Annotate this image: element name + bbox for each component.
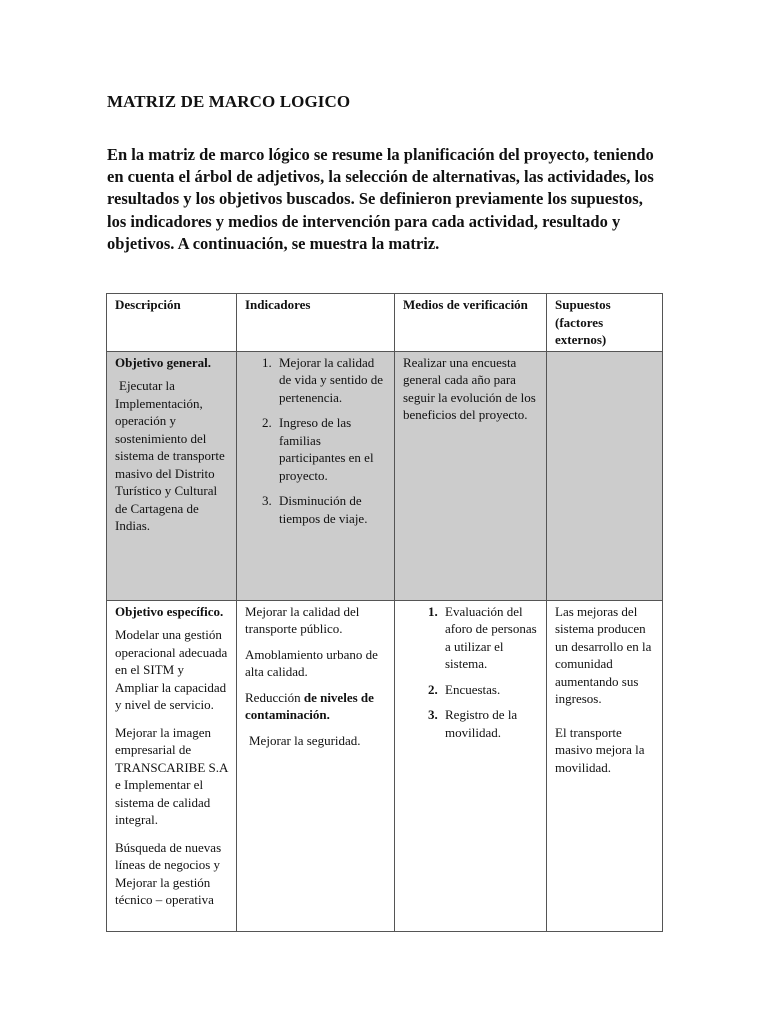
general-indicators-list [245, 354, 387, 528]
specific-verification-list [403, 603, 539, 742]
specific-assumption: Las mejoras del sistema producen un desarrollo en la comunidad aumentando sus ingresos. [555, 603, 652, 706]
specific-objective-paragraph: Modelar una gestión operacional adecuada en el SITM y Ampliar la capacidad y nivel de servicio. [115, 627, 228, 712]
general-verification-cell [395, 351, 547, 600]
specific-objective-paragraph: Búsqueda de nuevas líneas de negocios y Mejorar la gestión técnico – operativa [115, 839, 222, 907]
list-item: 2. Encuestas. [441, 681, 539, 699]
list-item: 3. Disminución de tiempos de viaje. [275, 492, 387, 527]
intro-paragraph: En la matriz de marco lógico se resume la planificación del proyecto, teniendo en cuenta el árbol de adjetivos, la selección de alternativas, las actividades, los resultados y los objetivos buscados. Se definieron previamente los supuestos, los indicadores y medios de intervención para cada actividad, resultado y objetivos. A continuación, se muestra la matriz. [107, 145, 654, 253]
specific-objective-paragraph: Mejorar la imagen empresarial de TRANSCARIBE S.A e Implementar el sistema de calidad integral. [115, 724, 228, 827]
specific-indicator: Mejorar la seguridad. [249, 732, 361, 748]
specific-indicator [245, 689, 387, 724]
general-assumptions-cell [547, 351, 663, 600]
table-row-objetivo-especifico [107, 600, 663, 931]
general-objective-text: Ejecutar la Implementación, operación y sostenimiento del sistema de transporte masivo del Distrito Turístico y Cultural de Cartagena de Indias. [115, 378, 225, 533]
specific-description-cell [107, 600, 237, 931]
table-row-objetivo-general [107, 351, 663, 600]
header-medios-verificacion: Medios de verificación [395, 294, 547, 352]
general-objective-heading: Objetivo general. [115, 354, 212, 370]
specific-assumption: El transporte masivo mejora la movilidad. [555, 724, 645, 775]
list-item: 1. Mejorar la calidad de vida y sentido de pertenencia. [275, 354, 387, 407]
header-supuestos: Supuestos (factores externos) [547, 294, 663, 352]
general-indicators-cell [237, 351, 395, 600]
header-indicadores: Indicadores [237, 294, 395, 352]
general-verification-text: Realizar una encuesta general cada año para seguir la evolución de los beneficios del proyecto. [403, 354, 536, 422]
general-description-cell [107, 351, 237, 600]
specific-indicator-bold: de niveles de contaminación. [245, 689, 374, 722]
specific-assumptions-cell [547, 600, 663, 931]
logical-framework-matrix [106, 293, 663, 932]
specific-indicators-cell [237, 600, 395, 931]
list-item: 3. Registro de la movilidad. [441, 706, 539, 741]
list-item: 2. Ingreso de las familias participantes en el proyecto. [275, 414, 387, 484]
table-header-row [107, 294, 663, 352]
specific-indicator: Amoblamiento urbano de alta calidad. [245, 646, 378, 679]
header-descripcion: Descripción [107, 294, 237, 352]
specific-indicator-prefix: Reducción [245, 689, 304, 705]
specific-objective-heading: Objetivo específico. [115, 603, 224, 619]
specific-verification-cell [395, 600, 547, 931]
document-title: MATRIZ DE MARCO LOGICO [107, 92, 351, 111]
list-item: 1. Evaluación del aforo de personas a utilizar el sistema. [441, 603, 539, 673]
specific-indicator: Mejorar la calidad del transporte público. [245, 603, 360, 636]
